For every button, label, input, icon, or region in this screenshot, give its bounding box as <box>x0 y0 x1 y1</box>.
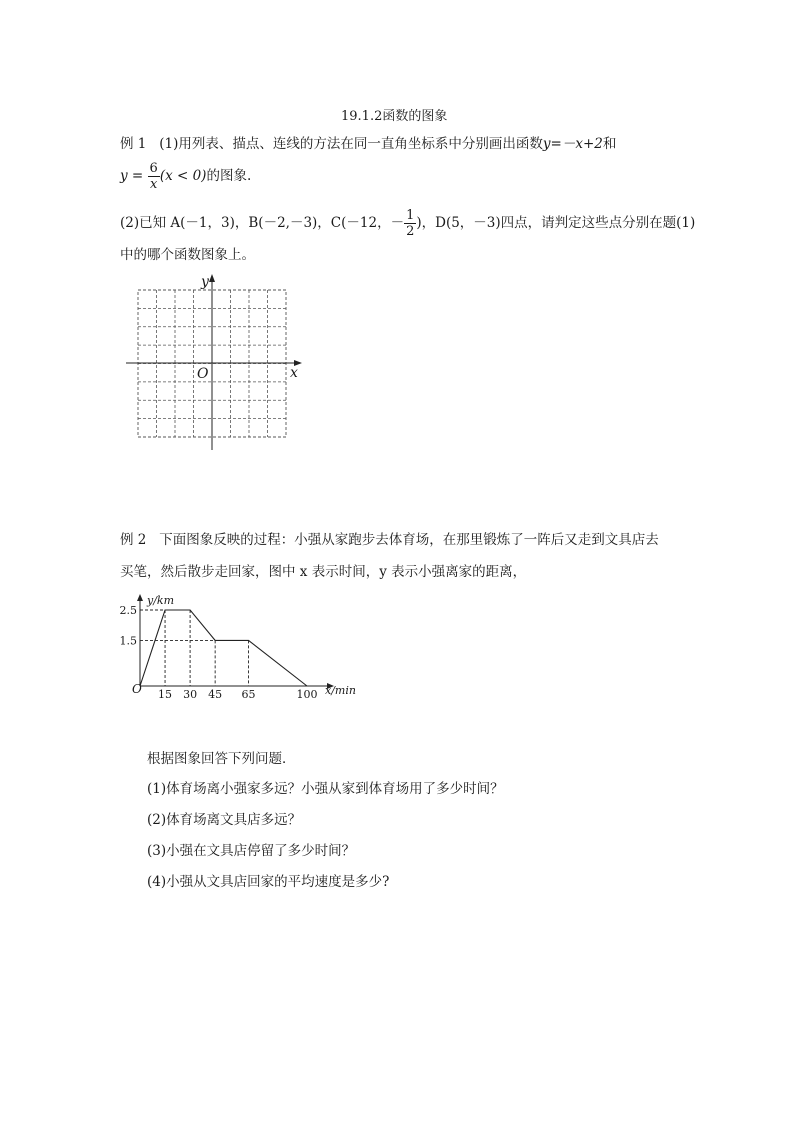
example-2-line-1 <box>120 530 659 550</box>
chart-y-label: y/km <box>147 594 175 607</box>
x-tick-label: 100 <box>296 688 318 701</box>
distance-time-chart <box>120 588 370 703</box>
and-word: 和 <box>602 136 617 152</box>
question-4: (4)小强从文具店回家的平均速度是多少? <box>147 874 390 890</box>
fraction-numerator: 6 <box>149 161 158 176</box>
y-tick-label: 1.5 <box>120 634 137 648</box>
grid-x-label: x <box>290 365 298 381</box>
example-1-part-2-tail: )，D(5，－3)四点，请判定这些点分别在题(1) <box>416 215 696 231</box>
question-3: (3)小强在文具店停留了多少时间？ <box>147 843 356 859</box>
example-1-line-4: 中的哪个函数图象上。 <box>120 247 255 263</box>
linear-function: y=－x+2 <box>542 136 603 152</box>
x-tick-label: 65 <box>241 688 256 701</box>
questions-intro: 根据图象回答下列问题． <box>147 751 296 767</box>
example-2-text-1: 下面图象反映的过程：小强从家跑步去体育场，在那里锻炼了一阵后又走到文具店去 <box>159 532 659 548</box>
fraction-1-over-2 <box>404 208 416 239</box>
example-1-label: 例 1 <box>120 136 147 152</box>
fraction-denominator: x <box>150 177 158 192</box>
question-2: (2)体育场离文具店多远？ <box>147 812 302 828</box>
y-tick-label: 2.5 <box>120 604 137 617</box>
fraction-6-over-x <box>148 161 160 192</box>
chart-y-arrow <box>137 594 143 601</box>
example-2-label: 例 2 <box>120 532 147 548</box>
fraction-denominator: 2 <box>406 224 415 239</box>
grid-origin-label: O <box>197 366 209 382</box>
page-title: 19.1.2函数的图象 <box>341 109 448 124</box>
chart-x-label: x/min <box>325 684 356 697</box>
example-1-line-3 <box>120 208 695 239</box>
x-tick-label: 30 <box>183 688 198 701</box>
example-1-line-2-tail: 的图象. <box>206 168 252 184</box>
coordinate-grid <box>118 270 308 455</box>
example-1-part-1-text: (1)用列表、描点、连线的方法在同一直角坐标系中分别画出函数 <box>159 136 543 152</box>
hyperbola-lhs: y = <box>120 168 144 184</box>
chart-origin-label: O <box>132 682 142 696</box>
example-1-line-1 <box>120 134 616 154</box>
example-1-line-2 <box>120 161 251 192</box>
x-tick-label: 15 <box>158 688 173 701</box>
example-2-line-2: 买笔，然后散步走回家，图中 x 表示时间，y 表示小强离家的距离， <box>120 564 527 580</box>
question-1: (1)体育场离小强家多远？小强从家到体育场用了多少时间？ <box>147 781 504 797</box>
example-1-part-2-text: (2)已知 A(－1，3)，B(－2,－3)，C(－12，－ <box>120 215 405 231</box>
x-tick-label: 45 <box>208 688 223 701</box>
fraction-numerator: 1 <box>406 208 415 223</box>
grid-y-label: y <box>201 274 209 290</box>
domain-condition: (x < 0) <box>159 168 207 184</box>
y-axis-arrow <box>209 274 215 282</box>
